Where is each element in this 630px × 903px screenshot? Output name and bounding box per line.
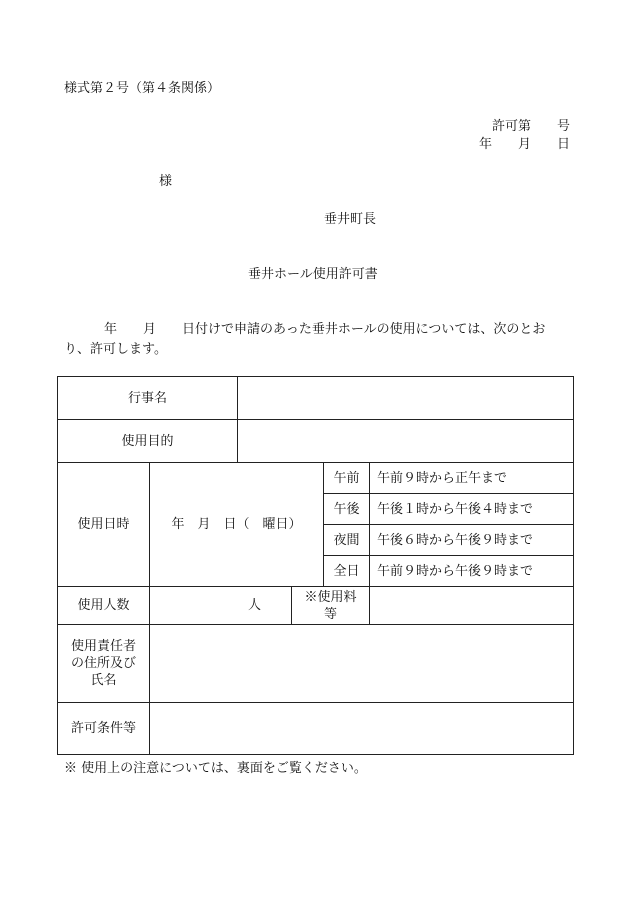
- body-text-line-1: 年 月 日付けで申請のあった垂井ホールの使用については、次のとお: [104, 322, 546, 337]
- people-unit: 人: [248, 598, 262, 613]
- slot-time: 午前９時から正午まで: [370, 463, 574, 494]
- responsible-person-field: [150, 625, 574, 703]
- issue-date: 年 月 日: [478, 137, 570, 152]
- permit-number: 許可第 号: [491, 119, 570, 134]
- form-number: 様式第２号（第４条関係）: [64, 81, 221, 96]
- slot-time: 午前９時から午後９時まで: [370, 556, 574, 587]
- responsible-label-line-2: の住所及び: [70, 656, 136, 671]
- slot-time: 午後６時から午後９時まで: [370, 525, 574, 556]
- fee-label: [292, 587, 370, 625]
- document-title: 垂井ホール使用許可書: [248, 267, 378, 282]
- fee-field: [370, 587, 574, 625]
- slot-name: 午後: [324, 494, 370, 525]
- issuer: 垂井町長: [324, 212, 377, 227]
- slot-name: 午前: [324, 463, 370, 494]
- footer-note: ※ 使用上の注意については、裏面をご覧ください。: [64, 761, 367, 776]
- date-value: 年 月 日（ 曜日）: [150, 463, 324, 587]
- fee-label-line-2: 等: [324, 606, 338, 622]
- event-name-label: 行事名: [58, 377, 238, 420]
- datetime-label: 使用日時: [58, 463, 150, 587]
- conditions-field: [150, 703, 574, 755]
- slot-name: 全日: [324, 556, 370, 587]
- slot-time: 午後１時から午後４時まで: [370, 494, 574, 525]
- responsible-person-label: [58, 625, 150, 703]
- responsible-label-line-1: 使用責任者: [70, 639, 136, 654]
- slot-name: 夜間: [324, 525, 370, 556]
- responsible-label-line-3: 氏名: [90, 673, 117, 688]
- body-text-line-2: り、許可します。: [64, 342, 167, 357]
- addressee: 様: [159, 174, 173, 189]
- people-label: 使用人数: [58, 587, 150, 625]
- permit-table: [57, 376, 574, 755]
- fee-label-line-1: ※使用料: [304, 589, 357, 605]
- people-count-field: [150, 587, 292, 625]
- event-name-field: [238, 377, 574, 420]
- conditions-label: 許可条件等: [58, 703, 150, 755]
- purpose-field: [238, 420, 574, 463]
- purpose-label: 使用目的: [58, 420, 238, 463]
